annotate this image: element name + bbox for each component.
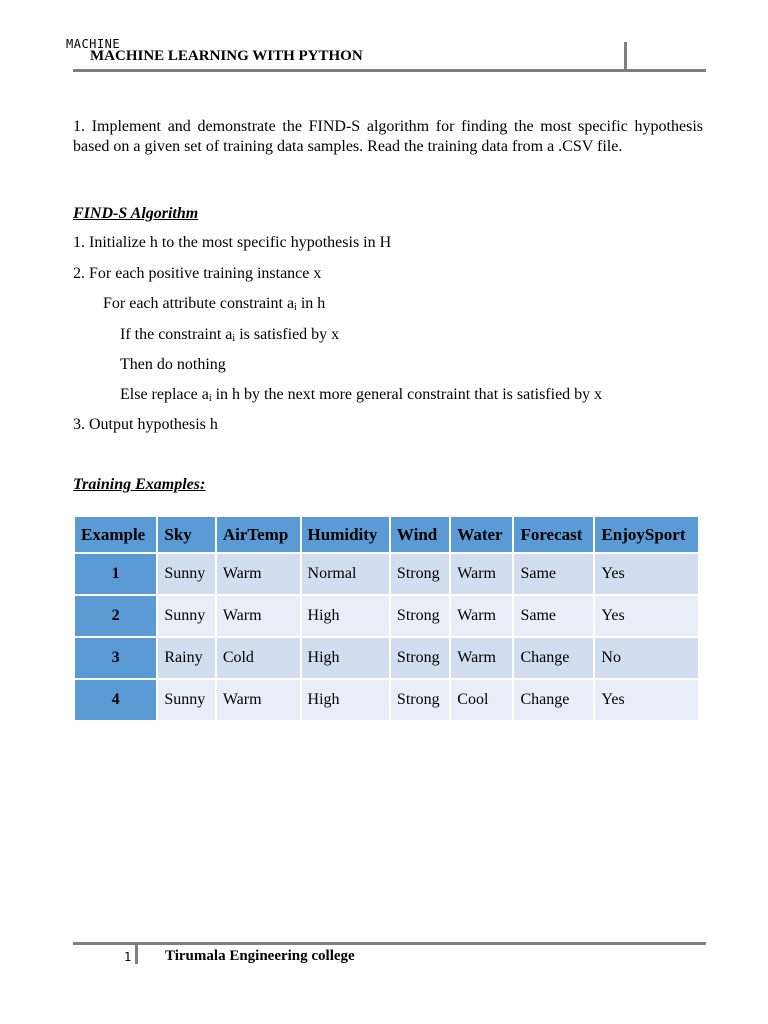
header-cell: Sky <box>158 517 214 552</box>
table-cell: Normal <box>302 554 389 594</box>
table-cell: High <box>302 638 389 678</box>
header-cell: EnjoySport <box>595 517 698 552</box>
table-cell: Cold <box>217 638 300 678</box>
algorithm-step-2: 2. For each positive training instance x <box>73 265 322 282</box>
algorithm-title: FIND-S Algorithm <box>73 205 199 222</box>
header-rule <box>73 69 706 72</box>
algorithm-step-2a: For each attribute constraint $a_i$ in h <box>103 295 326 313</box>
header-cell: Example <box>75 517 156 552</box>
table-cell: Warm <box>451 638 512 678</box>
footer-divider <box>135 944 138 964</box>
table-cell: Strong <box>391 638 449 678</box>
example-number-cell: 4 <box>75 680 156 720</box>
table-cell: Warm <box>217 596 300 636</box>
table-cell: Warm <box>217 554 300 594</box>
table-cell: Same <box>514 596 593 636</box>
header-cell: Wind <box>391 517 449 552</box>
table-row <box>75 554 698 594</box>
header-title: MACHINE LEARNING WITH PYTHON <box>90 48 363 64</box>
footer-rule <box>73 942 706 945</box>
example-number-cell: 2 <box>75 596 156 636</box>
table-cell: No <box>595 638 698 678</box>
table-cell: Change <box>514 638 593 678</box>
algorithm-step-2c: Then do nothing <box>120 356 226 373</box>
table-cell: Cool <box>451 680 512 720</box>
table-cell: Same <box>514 554 593 594</box>
table-row <box>75 638 698 678</box>
table-cell: Strong <box>391 554 449 594</box>
training-examples-title: Training Examples: <box>73 476 206 493</box>
table-cell: Warm <box>451 554 512 594</box>
header-small-label: MACHINE <box>66 37 121 51</box>
table-cell: Sunny <box>158 554 214 594</box>
table-cell: Strong <box>391 680 449 720</box>
table-row <box>75 680 698 720</box>
table-cell: Warm <box>217 680 300 720</box>
algorithm-step-1: 1. Initialize h to the most specific hypothesis in H <box>73 234 392 251</box>
header-cell: Water <box>451 517 512 552</box>
header-divider <box>624 42 627 70</box>
header-cell: Humidity <box>302 517 389 552</box>
header-cell: AirTemp <box>217 517 300 552</box>
table-cell: High <box>302 680 389 720</box>
table-cell: High <box>302 596 389 636</box>
table-cell: Sunny <box>158 680 214 720</box>
algorithm-step-2b: If the constraint $a_i$ is satisfied by x <box>120 326 340 344</box>
example-number-cell: 1 <box>75 554 156 594</box>
page-number: 1 <box>124 950 132 964</box>
task-description: 1. Implement and demonstrate the FIND-S algorithm for finding the most specific hypothesis based on a given set of training data samples. Read the training data from a .CSV file. <box>73 118 703 155</box>
table-cell: Sunny <box>158 596 214 636</box>
example-number-cell: 3 <box>75 638 156 678</box>
table-cell: Change <box>514 680 593 720</box>
table-cell: Yes <box>595 554 698 594</box>
footer-college: Tirumala Engineering college <box>165 948 355 964</box>
table-cell: Warm <box>451 596 512 636</box>
table-header-row <box>75 517 698 552</box>
algorithm-step-3: 3. Output hypothesis h <box>73 416 218 433</box>
training-table <box>73 515 700 722</box>
table-cell: Yes <box>595 680 698 720</box>
table-cell: Yes <box>595 596 698 636</box>
header-cell: Forecast <box>514 517 593 552</box>
table-cell: Strong <box>391 596 449 636</box>
table-cell: Rainy <box>158 638 214 678</box>
table-row <box>75 596 698 636</box>
algorithm-step-2d: Else replace $a_i$ in h by the next more general constraint that is satisfied by x <box>120 386 603 404</box>
